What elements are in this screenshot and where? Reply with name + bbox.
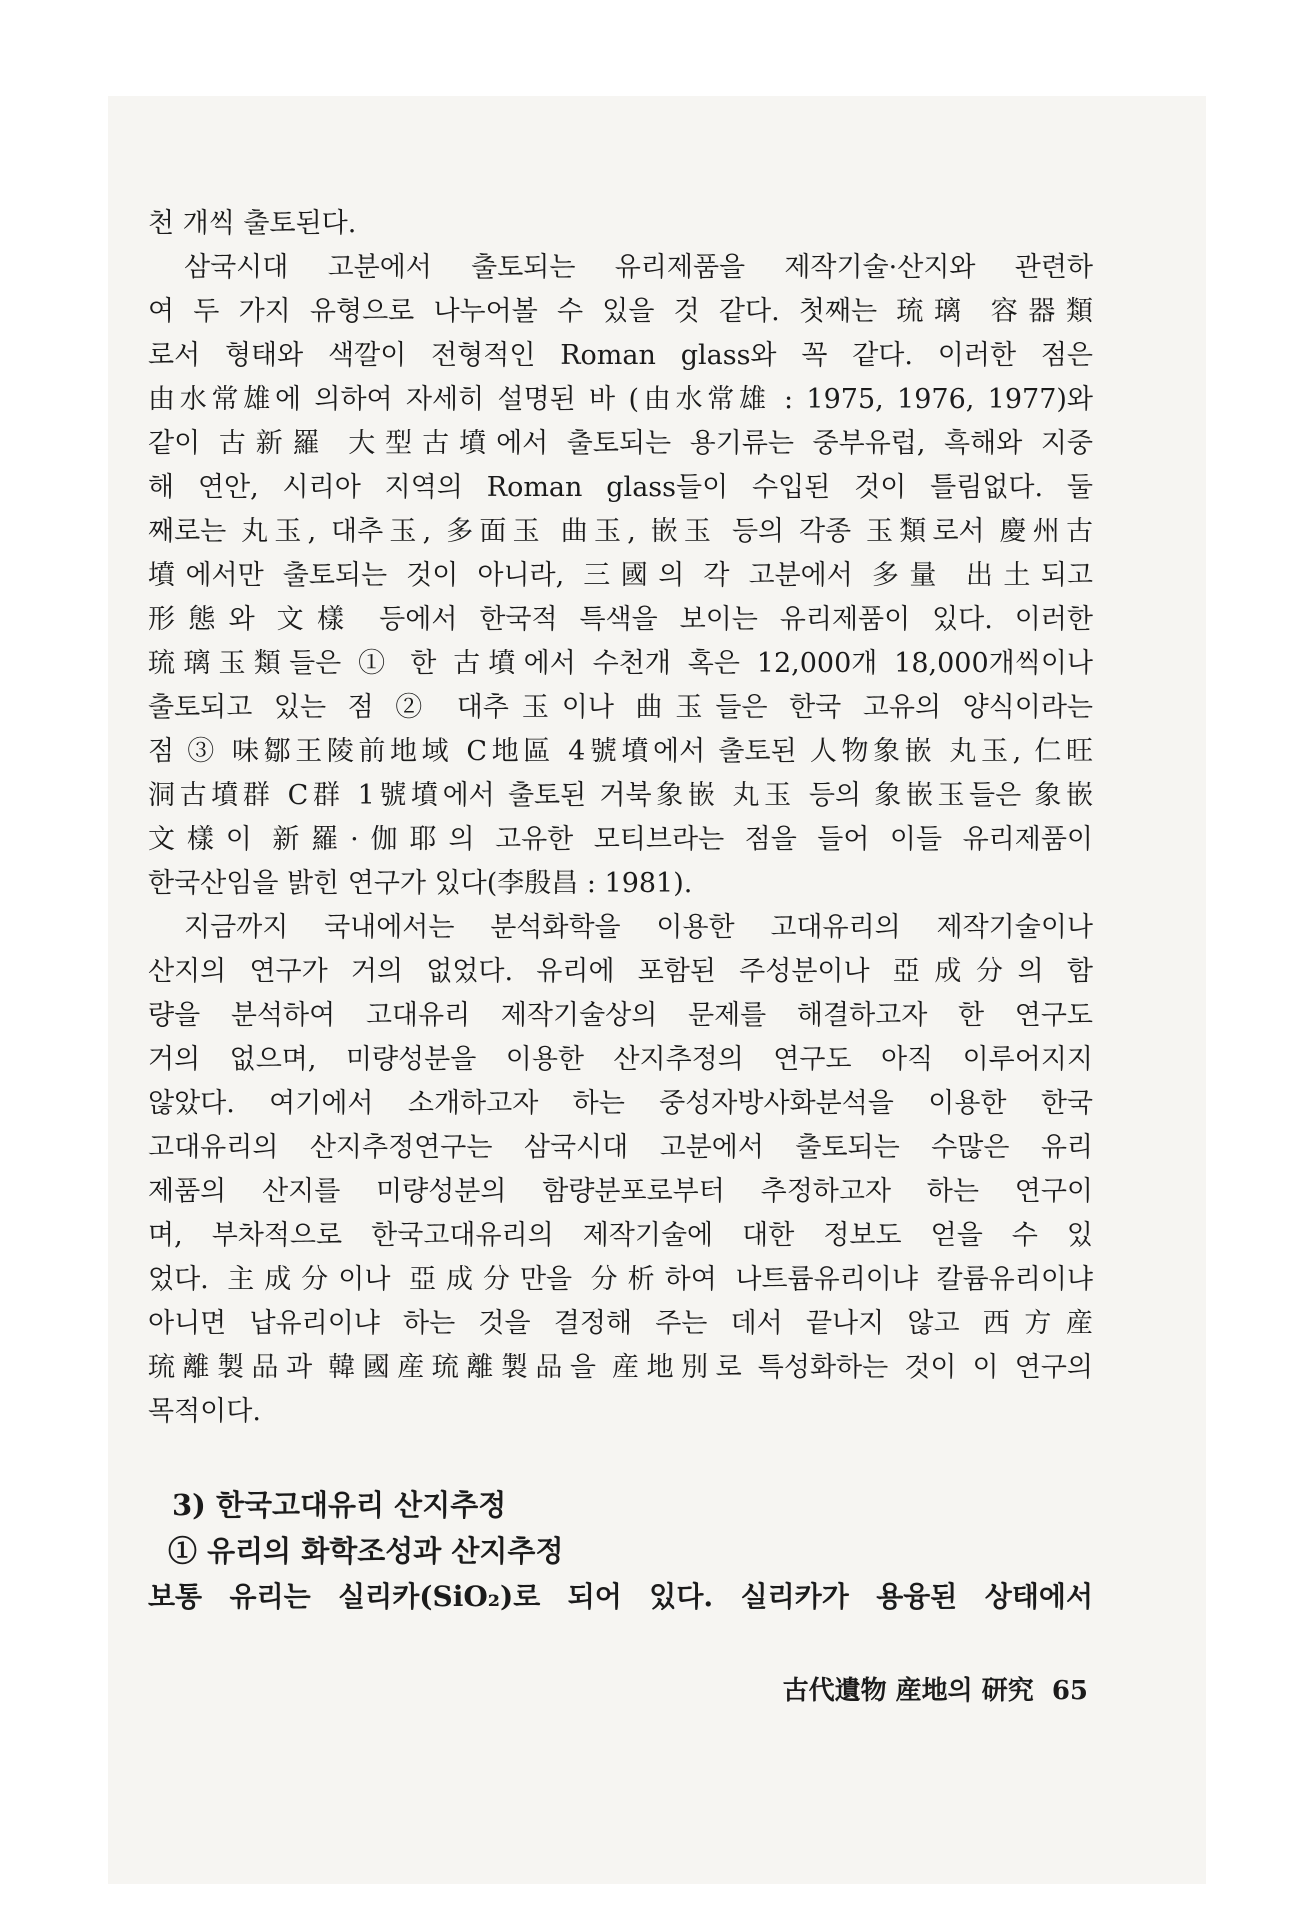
text-line: 지금까지 국내에서는 분석화학을 이용한 고대유리의 제작기술이나 [184, 912, 1093, 943]
body-text [148, 202, 1093, 1620]
text-line: 琉離製品과 韓國産琉離製品을 産地別로 특성화하는 것이 이 연구의 [148, 1352, 1093, 1383]
text-line: 아니면 납유리이냐 하는 것을 결정해 주는 데서 끝나지 않고 西方産 [148, 1308, 1093, 1339]
subsection-heading: ① 유리의 화학조성과 산지추정 [168, 1534, 564, 1568]
text-line: 량을 분석하여 고대유리 제작기술상의 문제를 해결하고자 한 연구도 [148, 1000, 1093, 1031]
text-line: 며, 부차적으로 한국고대유리의 제작기술에 대한 정보도 얻을 수 있 [148, 1220, 1093, 1251]
page-footer [783, 1670, 1088, 1707]
text-line: 文樣이 新羅·伽耶의 고유한 모티브라는 점을 들어 이들 유리제품이 [148, 824, 1093, 855]
text-line: 천 개씩 출토된다. [148, 208, 357, 239]
text-line: 琉璃玉類들은 ① 한 古墳에서 수천개 혹은 12,000개 18,000개씩이나 [148, 648, 1093, 679]
text-line: 째로는 丸玉, 대추玉, 多面玉 曲玉, 嵌玉 등의 각종 玉類로서 慶州古 [148, 516, 1093, 547]
text-line: 목적이다. [148, 1396, 261, 1427]
text-line: 洞古墳群 C群 1號墳에서 출토된 거북象嵌 丸玉 등의 象嵌玉들은 象嵌 [148, 780, 1093, 811]
text-line: 같이 古新羅 大型古墳에서 출토되는 용기류는 중부유럽, 흑해와 지중 [148, 428, 1093, 459]
text-line: 삼국시대 고분에서 출토되는 유리제품을 제작기술·산지와 관련하 [184, 252, 1093, 283]
text-line: 形態와 文樣 등에서 한국적 특색을 보이는 유리제품이 있다. 이러한 [148, 604, 1093, 635]
text-line: 한국산임을 밝힌 연구가 있다(李殷昌 : 1981). [148, 868, 693, 899]
text-line: 墳에서만 출토되는 것이 아니라, 三國의 각 고분에서 多量 出土되고 [148, 560, 1093, 591]
text-line: 거의 없으며, 미량성분을 이용한 산지추정의 연구도 아직 이루어지지 [148, 1044, 1093, 1075]
text-line: 었다. 主成分이나 亞成分만을 分析하여 나트륨유리이냐 칼륨유리이냐 [148, 1264, 1093, 1295]
text-line: 고대유리의 산지추정연구는 삼국시대 고분에서 출토되는 수많은 유리 [148, 1132, 1093, 1163]
text-line: 산지의 연구가 거의 없었다. 유리에 포함된 주성분이나 亞成分의 함 [148, 956, 1093, 987]
text-line: 로서 형태와 색깔이 전형적인 Roman glass와 꼭 같다. 이러한 점은 [148, 340, 1093, 371]
running-title: 古代遺物 産地의 研究 [782, 1676, 1034, 1706]
page-number: 65 [1051, 1676, 1088, 1706]
text-line: 점 ③ 味鄒王陵前地域 C地區 4號墳에서 출토된 人物象嵌 丸玉, 仁旺 [148, 736, 1093, 767]
text-line: 제품의 산지를 미량성분의 함량분포로부터 추정하고자 하는 연구이 [148, 1176, 1093, 1207]
text-line: 여 두 가지 유형으로 나누어볼 수 있을 것 같다. 첫째는 琉璃 容器類 [148, 296, 1093, 327]
section-spacer [148, 1434, 1093, 1482]
text-line: 않았다. 여기에서 소개하고자 하는 중성자방사화분석을 이용한 한국 [148, 1088, 1093, 1119]
text-line: 由水常雄에 의하여 자세히 설명된 바 (由水常雄 : 1975, 1976, 1977)와 [148, 384, 1093, 415]
text-line: 해 연안, 시리아 지역의 Roman glass들이 수입된 것이 틀림없다. 둘 [148, 472, 1093, 503]
section-body-line: 보통 유리는 실리카(SiO₂)로 되어 있다. 실리카가 용융된 상태에서 [148, 1580, 1093, 1613]
section-heading: 3) 한국고대유리 산지추정 [172, 1488, 507, 1522]
text-line: 출토되고 있는 점 ② 대추玉이나 曲玉들은 한국 고유의 양식이라는 [148, 692, 1093, 723]
